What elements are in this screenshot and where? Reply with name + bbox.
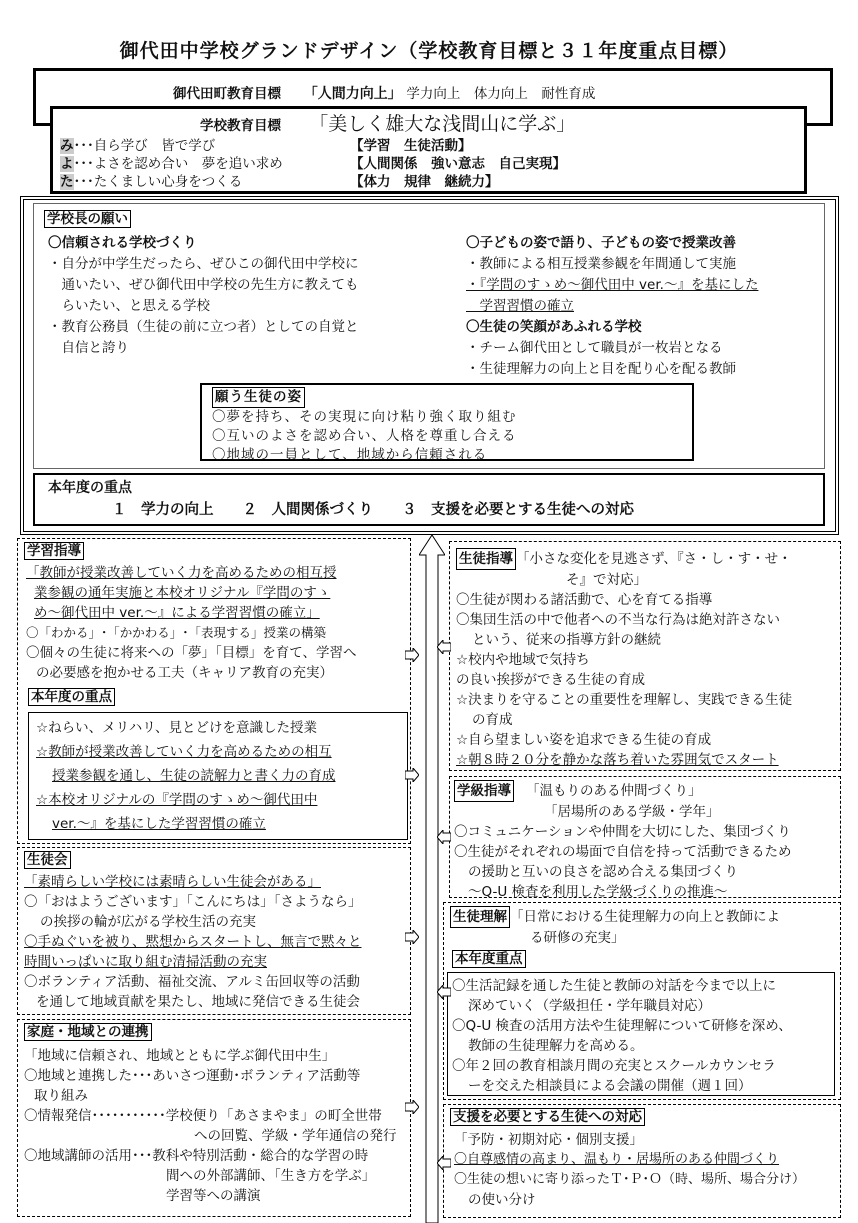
town-goal — [173, 86, 595, 103]
understanding-label: 生徒理解 — [450, 906, 510, 928]
right-arrow-icon — [405, 1100, 419, 1114]
community-label: 家庭・地域との連携 — [24, 1023, 152, 1041]
understanding-lines: 生徒理解 「日常における生徒理解力の向上と教師によ る研修の充実」 — [450, 906, 780, 948]
community-lines: 「地域に信頼され、地域とともに学ぶ御代田中生」 〇地域と連携した･･･あいさつ運動･ボランティア活動等 取り組み 〇情報発信･･･････････学校便り「あさまやま」の町全世帯 への回覧、学級・学年通信の発行 〇地域講師の活用･･･教科や特別活動・総合的な学習の時 間への外部講師、「生き方を学ぶ」 学習等への講演 — [24, 1048, 397, 1204]
council-lines: 「素晴らしい学校には素晴らしい生徒会がある」 〇「おはようございます」「こんにちは」「さようなら」 の挨拶の輪が広がる学校生活の充実 〇手ぬぐいを被り、黙想からスタートし、無言で黙々と 時間いっぱいに取り組む清掃活動の充実 〇ボランティア活動、福祉交流、アルミ缶回収等の活動 を通して地域貢献を果たし、地域に発信できる生徒会 — [24, 874, 362, 1010]
right-arrow-icon — [405, 930, 419, 944]
class-lines: 学級指導 「温もりのある仲間づくり」 「居場所のある学級・学年」 〇コミュニケーションや仲間を大切にした、集団づくり 〇生徒がそれぞれの場面で自信を持って活動できるため の援助と互いの良さを認め合える集団づくり ～Q-U 検査を利用した学級づくりの推進～ — [454, 780, 792, 902]
guidance-label: 生徒指導 — [456, 548, 516, 570]
school-goal-label: 学校教育目標 — [200, 118, 281, 134]
learning-lines: 「教師が授業改善していく力を高めるための相互授 業参観の通年実施と本校オリジナル『学問のすゝ め～御代田中 ver.～』による学習習慣の確立」 〇「わかる」･「かかわる」･「表現する」授業の構築 〇個々の生徒に将来への「夢」「目標」を育て、学習へ の必要感を抱かせる工夫（キャリア教育の充実） — [26, 565, 357, 681]
community-header — [24, 1023, 152, 1041]
understanding-focus: 〇生活記録を通した生徒と教師の対話を今まで以上に 深めていく（学級担任・学年職員対応） 〇Q-U 検査の活用方法や生徒理解について研修を深め、 教師の生徒理解力を高める。 〇年２回の教育相談月間の充実とスクールカウンセラ ーを交えた相談員による会議の開催（週１回） — [452, 978, 792, 1094]
support-header — [450, 1108, 645, 1126]
principal-right: 〇子どもの姿で語り、子どもの姿で授業改善 ・教師による相互授業参観を年間通して実施 ・『学問のすゝめ～御代田中 ver.～』を基にした 学習習慣の確立 〇生徒の笑顔があふれる学校 ・チーム御代田として職員が一枚岩となる ・生徒理解力の向上と目を配り心を配る教師 — [466, 235, 759, 377]
class-label: 学級指導 — [454, 780, 514, 802]
understanding-focus-label: 本年度重点 — [452, 950, 526, 968]
principal-label: 学校長の願い — [44, 210, 131, 228]
learning-header — [24, 542, 84, 560]
understanding-focus-header — [452, 950, 526, 968]
page-title: 御代田中学校グランドデザイン（学校教育目標と３１年度重点目標） — [119, 40, 739, 62]
guidance-lines: 生徒指導 「小さな変化を見逃さず、『さ・し・す・せ・ そ』で対応」 〇生徒が関わる諸活動で、心を育てる指導 〇集団生活の中で他者への不当な行為は絶対許さない という、従来の指導方針の継続 ☆校内や地域で気持ち の良い挨拶ができる生徒の育成 ☆決まりを守ることの重要性を理解し、実践できる生徒 の育成 ☆自ら望ましい姿を追求できる生徒の育成 ☆朝８時２０分を静かな落ち着いた雰囲気でスタート — [456, 548, 792, 770]
principal-wishes — [44, 210, 131, 228]
up-arrow-icon — [419, 535, 445, 1223]
school-goal-line: み･･･自ら学び 皆で学び — [60, 138, 216, 154]
priority-items: １ 学力の向上 ２ 人間関係づくり ３ 支援を必要とする生徒への対応 — [112, 502, 634, 518]
council-label: 生徒会 — [24, 851, 71, 869]
school-goal-lines — [60, 137, 283, 191]
school-goal-tags: 【学習 生徒活動】 【人間関係 強い意志 自己実現】 【体力 規律 継続力】 — [350, 138, 566, 190]
priority-label: 本年度の重点 — [48, 480, 132, 496]
learning-focus: ☆ねらい、メリハリ、見とどけを意識した授業 ☆教師が授業改善していく力を高めるための相互 授業参観を通し、生徒の読解力と書く力の育成 ☆本校オリジナルの『学問のすゝめ～御代田中 ver.～』を基にした学習習慣の確立 — [36, 720, 336, 832]
school-goal-line: た･･･たくましい心身をつくる — [60, 174, 243, 190]
learning-label: 学習指導 — [24, 542, 84, 560]
student-label: 願う生徒の姿 — [212, 387, 305, 408]
school-goal-slogan: 「美しく雄大な浅間山に学ぶ」 — [309, 113, 576, 135]
right-arrow-icon — [405, 648, 419, 662]
student-ideal: 願う生徒の姿 〇夢を持ち、その実現に向け粘り強く取り組む 〇互いのよさを認め合い、人格を尊重し合える 〇地域の一員として、地域から信頼される — [212, 389, 517, 463]
town-goal-sub: 学力向上 体力向上 耐性育成 — [406, 86, 596, 102]
learning-focus-header — [28, 688, 115, 706]
left-arrow-icon — [437, 830, 451, 844]
school-goal-head — [200, 113, 575, 136]
school-goal-line: よ･･･よさを認め合い 夢を追い求め — [60, 156, 283, 172]
left-arrow-icon — [437, 985, 451, 999]
left-arrow-icon — [437, 640, 451, 654]
town-goal-slogan: 「人間力向上」 — [303, 86, 402, 102]
support-lines: 「予防・初期対応・個別支援」 〇自尊感情の高まり、温もり・居場所のある仲間づくり 〇生徒の想いに寄り添ったＴ･Ｐ･Ｏ（時、場所、場合分け） の使い分け — [454, 1132, 806, 1208]
right-arrow-icon — [405, 768, 419, 782]
principal-left: 〇信頼される学校づくり ・自分が中学生だったら、ぜひこの御代田中学校に 通いたい、ぜひ御代田中学校の先生方に教えても らいたい、と思える学校 ・教育公務員（生徒の前に立つ者）としての自覚と 自信と誇り — [48, 235, 359, 356]
town-goal-label: 御代田町教育目標 — [173, 86, 281, 102]
learning-focus-label: 本年度の重点 — [28, 688, 115, 706]
council-header — [24, 851, 71, 869]
support-label: 支援を必要とする生徒への対応 — [450, 1108, 645, 1126]
left-arrow-icon — [437, 1156, 451, 1170]
